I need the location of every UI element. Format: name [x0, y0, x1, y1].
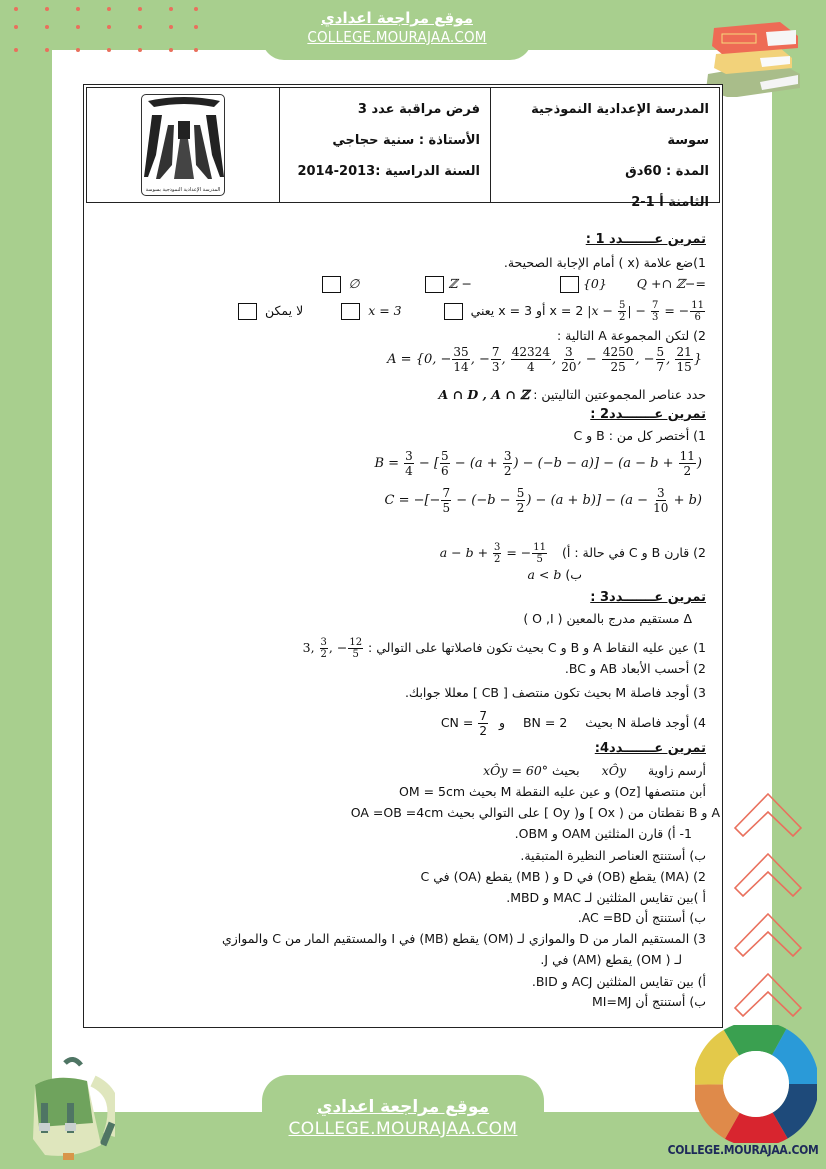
- exam-title: فرض مراقبة عدد 3: [357, 102, 480, 117]
- exercise1-title: تمرين عـــــــدد 1 :: [585, 232, 706, 247]
- ex3-q1: 1) عين عليه النقاط A و B و C بحيث تكون فاصلاتها على التوالي : 3, $\frac{3}{2}$ , − $\frac{12}{5}$: [302, 637, 706, 660]
- chevron-up-decoration-icon: [733, 790, 803, 1030]
- option-impossible: لا يمكن: [265, 303, 304, 318]
- ex1-q1b-means: يعني: [470, 303, 495, 318]
- ex2-q2-row: 2) قارن B و C في حالة : أ) a − b + $\frac{3}{2}$ = − $\frac{11}{5}$: [439, 542, 706, 565]
- exercise2-title: تمرين عـــــــدد2 :: [590, 407, 706, 422]
- option-z-minus: ℤ −: [421, 276, 472, 291]
- site-banner-top[interactable]: [262, 0, 532, 60]
- checkbox-empty-set[interactable]: [322, 276, 341, 293]
- ex2-q1-label: 1) أختصر كل من : B و C: [573, 428, 706, 443]
- option-zero-set: {0}: [556, 276, 607, 291]
- ex4-line10: لـ ( OM) يقطع (AM) في J.: [540, 952, 682, 967]
- exam-info-cell: [280, 88, 491, 202]
- checkbox-x-2-or-3[interactable]: [444, 303, 463, 320]
- logo-caption: المدرسة الإعدادية النموذجية بسوسة: [145, 187, 221, 193]
- school-info-cell: [491, 88, 719, 210]
- site-banner-bottom[interactable]: [262, 1075, 544, 1169]
- ex2-B-expression: B = $\frac{3}{4}$ − [ $\frac{5}{6}$ − (a + $\frac{3}{2}$ ) − (−b − a)] − (a − b + $\frac{11}{2}$ ): [374, 449, 702, 478]
- banner-bottom-url[interactable]: COLLEGE.MOURAJAA.COM: [288, 1119, 518, 1139]
- ex4-line7: أ )بين تقايس المثلثين لـ MAC و MBD.: [506, 890, 706, 905]
- ex4-line11: أ) بين تقايس المثلثين ACJ و BID.: [531, 974, 706, 989]
- option-empty-set: ∅: [318, 276, 360, 291]
- option-x-2-or-3: x = 2 أو x = 3: [498, 303, 584, 318]
- site-logo-url[interactable]: COLLEGE.MOURAJAA.COM: [667, 1143, 819, 1157]
- class-name: الثامنة أ 1-2: [631, 195, 709, 210]
- site-logo-wheel-icon: [695, 1025, 817, 1143]
- exam-duration: المدة : 60دق: [625, 164, 709, 179]
- ex4-line1: أرسم زاوية xÔy بحيث xÔy = 60°: [483, 763, 706, 778]
- school-logo-cell: [87, 88, 280, 202]
- teacher-name: الأستاذة : سنية حجاجي: [332, 133, 480, 148]
- ex4-line12: ب) أستنتج أن MI=MJ: [592, 994, 706, 1009]
- ex4-line8: ب) أستنتج أن AC =BD.: [577, 910, 706, 925]
- ex4-line5: ب) أستنتج العناصر النظيرة المتبقية.: [520, 848, 706, 863]
- ex3-q3: 3) أوجد فاصلة M بحيث تكون منتصف [ CB ] معللا جوابك.: [404, 685, 706, 700]
- ex1-q1-label: 1)ضع علامة (x ) أمام الإجابة الصحيحة.: [503, 255, 706, 270]
- ex4-line4: 1- أ) قارن المثلثين OAM و OBM.: [514, 826, 692, 841]
- ex4-line2: أبن منتصفها [Oz) و عين عليه النقطة M بحيث OM = 5cm: [399, 784, 706, 799]
- backpack-icon: [15, 1055, 115, 1160]
- checkbox-x-equals-3[interactable]: [341, 303, 360, 320]
- exam-sheet: [83, 84, 723, 1028]
- ex4-line9: 3) المستقيم المار من D والموازي لـ (OM) يقطع (MB) في I والمستقيم المار من C والموازي: [221, 931, 706, 946]
- ex3-q2: 2) أحسب الأبعاد AB و BC.: [564, 661, 706, 676]
- ex1-q1b-row: [234, 300, 706, 323]
- banner-top-arabic: موقع مراجعة اعدادي: [321, 9, 473, 27]
- ex1-q1a-row: [318, 276, 706, 293]
- ex2-C-expression: C = −[− $\frac{7}{5}$ − (−b − $\frac{5}{2}$ ) − (a + b)] − (a − $\frac{3}{10}$ + b): [384, 486, 702, 515]
- ex3-q4: 4) أوجد فاصلة N بحيث BN = 2 و CN = $\frac{7}{2}$: [440, 709, 706, 738]
- ex1-q1b-equation: |x − $\frac{5}{2}$ | − $\frac{7}{3}$ = − $\frac{11}{6}$: [587, 300, 704, 323]
- decorative-dots: [0, 0, 200, 60]
- ex2-q2a-condition: a − b + $\frac{3}{2}$ = − $\frac{11}{5}$: [439, 542, 547, 565]
- ex4-line6: 2) (MA) يقطع (OB) في D و ( MB) يقطع (OA) في C: [420, 869, 706, 884]
- exercise4-title: تمرين عـــــــدد4:: [594, 741, 706, 756]
- exam-header: [86, 87, 720, 210]
- ex1-q2-label: 2) لتكن المجموعة A التالية :: [556, 328, 706, 343]
- checkbox-impossible[interactable]: [238, 303, 257, 320]
- school-logo: [141, 94, 225, 196]
- school-year: السنة الدراسية :2013-2014: [297, 164, 480, 179]
- ex4-line3: A و B نقطتان من ( Ox ] و( Oy ] على التوالي بحيث OA =OB =4cm: [350, 805, 720, 820]
- checkbox-zero-set[interactable]: [560, 276, 579, 293]
- option-x-equals-3: x = 3: [368, 303, 402, 318]
- checkbox-z-minus[interactable]: [425, 276, 444, 293]
- exercise3-title: تمرين عـــــــدد3 :: [590, 590, 706, 605]
- ex1-q2-sets: A ∩ D , A ∩ ℤ: [438, 387, 530, 402]
- ex2-q2b-row: ب) a < b: [527, 567, 582, 582]
- ex1-q1a-stem: Q +∩ ℤ−=: [636, 276, 706, 291]
- ex1-q2-task: حدد عناصر المجموعتين التاليتين : A ∩ D , A ∩ ℤ: [438, 387, 706, 402]
- school-name: المدرسة الإعدادية النموذجية سوسة: [531, 102, 709, 148]
- school-emblem-icon: [142, 95, 225, 185]
- set-A-definition: A = {0, − $\frac{35}{14}$ , − $\frac{7}{3}$ , $\frac{42324}{4}$ , $\frac{3}{20}$ , − $\frac{4250}{25}$ , − $\frac{5}{7}$ , $\frac{21}{15}$ }: [387, 345, 702, 374]
- banner-bottom-arabic: موقع مراجعة اعدادي: [316, 1097, 490, 1117]
- ex3-intro: Δ مستقيم مدرج بالمعين ( O ,I ): [523, 611, 692, 626]
- banner-top-url[interactable]: COLLEGE.MOURAJAA.COM: [307, 28, 487, 46]
